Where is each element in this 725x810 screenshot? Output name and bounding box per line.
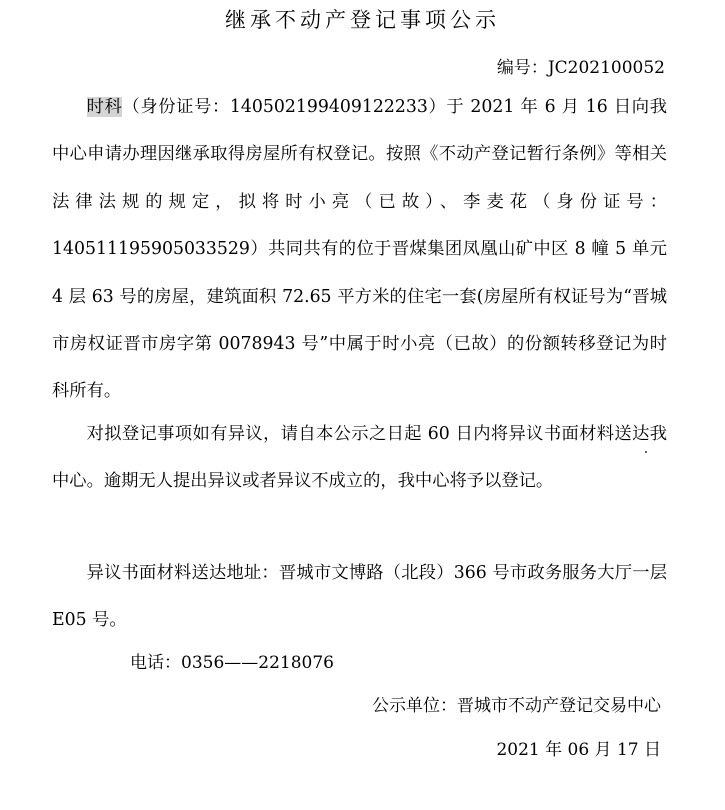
issue-date: 2021 年 06 月 17 日: [496, 740, 661, 760]
contact-phone: 电话：0356——2218076: [130, 653, 334, 673]
document-title: 继承不动产登记事项公示: [225, 8, 500, 32]
issuing-organization: 公示单位：晋城市不动产登记交易中心: [372, 696, 661, 716]
scan-speck: [645, 451, 647, 453]
paragraph-objection-address: 异议书面材料送达地址：晋城市文博路（北段）366 号市政务服务大厅一层 E05 号。: [52, 563, 667, 631]
paragraph-registration-details: [52, 84, 667, 416]
applicant-name-highlighted: 时科: [86, 97, 123, 117]
paragraph-objection-notice: 对拟登记事项如有异议，请自本公示之日起 60 日内将异议书面材料送达我中心。逾期无人提出异议或者异议不成立的，我中心将予以登记。: [52, 424, 667, 492]
document-number: 编号：JC202100052: [496, 58, 665, 78]
paragraph-registration-body: （身份证号：140502199409122233）于 2021 年 6 月 16 日向我中心申请办理因继承取得房屋所有权登记。按照《不动产登记暂行条例》等相关法律法规的规定，拟将时小亮（已故）、李麦花（身份证号：140511195905033529）共同共有的位于晋煤集团凤凰山矿中区 8 幢 5 单元 4 层 63 号的房屋，建筑面积 72.65 平方米的住宅一套(房屋所有权证号为“晋城市房权证晋市房字第 0078943 号”中属于时小亮（已故）的份额转移登记为时科所有。: [52, 97, 667, 402]
